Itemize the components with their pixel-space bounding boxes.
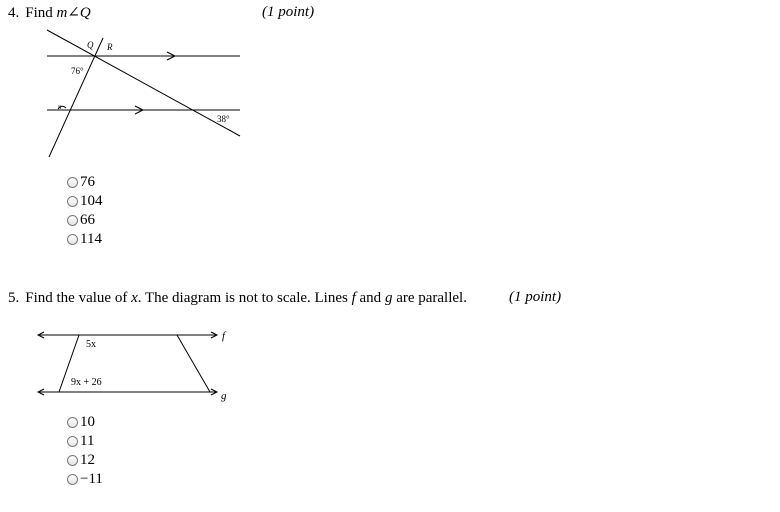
choice-label: 66 [80,212,95,228]
q5-label-g: g [221,390,227,402]
q5-choice-4[interactable] [67,470,103,489]
q5-var-f: f [351,290,356,306]
q5-right-leg [177,335,210,392]
q4-choice-4[interactable] [67,230,103,249]
q5-label-9x26: 9x + 26 [71,377,102,388]
q4-diagram [0,0,260,170]
q5-diagram [0,320,260,410]
q4-prompt-text: Find [25,5,57,21]
q4-label-38: 38° [217,114,230,124]
q4-choice-2[interactable] [67,192,103,211]
q5-text-3: and [355,290,385,306]
q4-angle-var: m∠Q [56,5,91,21]
q5-points: (1 point) [509,289,562,305]
choice-label: 12 [80,452,95,468]
q4-points: (1 point) [262,4,315,20]
q5-choice-1[interactable] [67,413,103,432]
q4-label-r: R [107,42,113,52]
radio-button[interactable] [67,417,78,428]
q5-choice-3[interactable] [67,451,103,470]
choice-label: −11 [80,471,103,487]
q4-choice-1[interactable] [67,173,103,192]
q4-label-n: n [58,103,62,111]
choice-label: 76 [80,174,95,190]
choice-label: 10 [80,414,95,430]
q4-label-76: 76° [71,66,84,76]
q5-var-x: x [131,290,138,306]
q4-choice-3[interactable] [67,211,103,230]
q4-choices [67,173,103,249]
q5-prompt [8,289,467,307]
choice-label: 114 [80,231,102,247]
radio-button[interactable] [67,215,78,226]
radio-button[interactable] [67,196,78,207]
q5-text-4: are parallel. [392,290,467,306]
q5-choices [67,413,103,489]
q5-text-1: Find the value of [25,290,132,306]
q4-transversal-diagonal [47,30,240,136]
q5-choice-2[interactable] [67,432,103,451]
q4-label-q: Q [87,40,94,50]
radio-button[interactable] [67,177,78,188]
q5-var-g: g [384,290,393,306]
q5-text-2: . The diagram is not to scale. Lines [137,290,352,306]
radio-button[interactable] [67,474,78,485]
q4-number: 4. [8,5,20,21]
q5-label-5x: 5x [86,339,96,350]
choice-label: 104 [80,193,103,209]
radio-button[interactable] [67,455,78,466]
radio-button[interactable] [67,234,78,245]
q5-label-f: f [222,330,226,342]
choice-label: 11 [80,433,95,449]
radio-button[interactable] [67,436,78,447]
q5-number: 5. [8,290,20,306]
